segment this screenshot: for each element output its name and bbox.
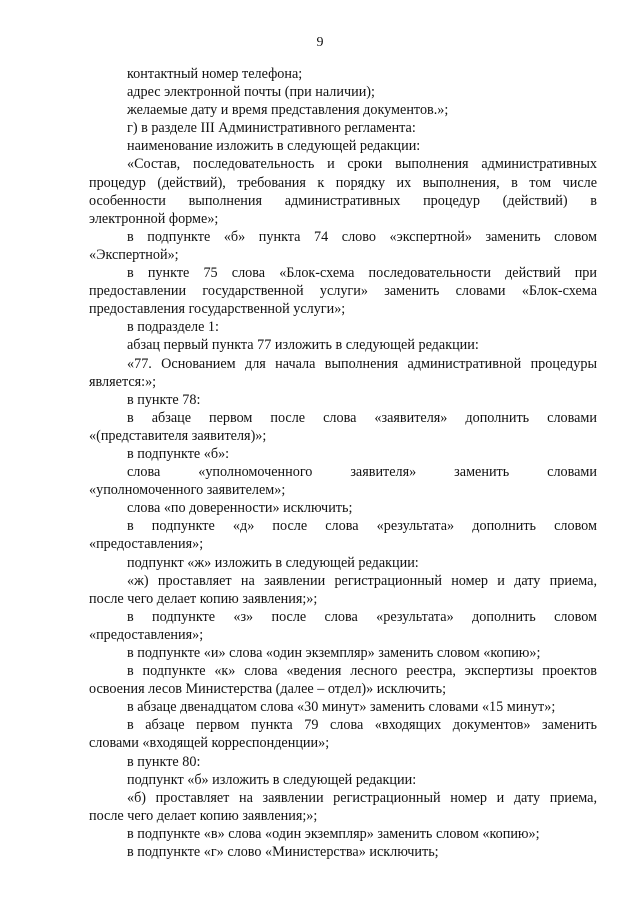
text-line: «ж) проставляет на заявлении регистрационный номер и дату приема, <box>127 572 597 589</box>
text-line: процедур (действий), требования к порядку их выполнения, в том числе <box>89 174 597 191</box>
text-line: в подпункте «и» слова «один экземпляр» заменить словом «копию»; <box>127 645 541 661</box>
document-body <box>89 65 597 861</box>
text-line: «Экспертной»; <box>89 246 179 263</box>
text-line: в пункте 78: <box>127 391 201 408</box>
text-line: является:»; <box>89 373 157 390</box>
text-line: «Состав, последовательность и сроки выполнения административных <box>127 156 597 173</box>
text-line: адрес электронной почты (при наличии); <box>127 84 375 101</box>
text-line: г) в разделе III Административного регламента: <box>127 120 416 137</box>
text-line: подпункт «б» изложить в следующей редакции: <box>127 771 417 788</box>
text-line: подпункт «ж» изложить в следующей редакции: <box>127 554 419 571</box>
text-line: в подпункте «г» слово «Министерства» исключить; <box>127 844 439 861</box>
text-line: в подпункте «з» после слова «результата» дополнить словом <box>127 608 597 625</box>
text-line: желаемые дату и время представления документов.»; <box>127 102 449 119</box>
text-line: особенности выполнения административных процедур (действий) в <box>89 192 597 209</box>
text-line: в подпункте «к» слова «ведения лесного реестра, экспертизы проектов <box>127 663 597 680</box>
text-line: электронной форме»; <box>89 210 219 227</box>
text-line: «уполномоченного заявителем»; <box>89 482 286 499</box>
text-line: в абзаце первом после слова «заявителя» дополнить словами <box>127 409 597 426</box>
text-line: предоставления государственной услуги»; <box>89 301 346 318</box>
text-line: освоения лесов Министерства (далее – отдел)» исключить; <box>89 681 447 698</box>
text-line: словами «входящей корреспонденции»; <box>89 735 330 752</box>
text-line: наименование изложить в следующей редакции: <box>127 138 421 155</box>
text-line: в подпункте «д» после слова «результата» дополнить словом <box>127 518 597 535</box>
text-line: в подпункте «б» пункта 74 слово «экспертной» заменить словом <box>127 228 597 245</box>
text-line: в подпункте «б»: <box>127 445 230 462</box>
text-line: в абзаце двенадцатом слова «30 минут» заменить словами «15 минут»; <box>127 699 556 716</box>
text-line: после чего делает копию заявления;»; <box>89 807 318 824</box>
text-line: «предоставления»; <box>89 626 204 643</box>
page-number: 9 <box>316 35 324 50</box>
text-line: в пункте 80: <box>127 753 201 770</box>
text-line: в подразделе 1: <box>127 319 219 336</box>
text-line: в абзаце первом пункта 79 слова «входящих документов» заменить <box>127 717 597 734</box>
text-line: слова «по доверенности» исключить; <box>127 500 353 517</box>
text-line: «б) проставляет на заявлении регистрационный номер и дату приема, <box>127 789 597 806</box>
text-line: «предоставления»; <box>89 536 204 553</box>
text-line: в подпункте «в» слова «один экземпляр» заменить словом «копию»; <box>127 825 540 842</box>
text-line: абзац первый пункта 77 изложить в следующей редакции: <box>127 337 479 354</box>
text-line: «77. Основанием для начала выполнения административной процедуры <box>127 355 597 372</box>
text-line: в пункте 75 слова «Блок-схема последовательности действий при <box>127 265 597 282</box>
text-line: контактный номер телефона; <box>127 66 303 82</box>
text-line: после чего делает копию заявления;»; <box>89 590 318 607</box>
text-line: слова «уполномоченного заявителя» заменить словами <box>127 464 597 481</box>
text-line: «(представителя заявителя)»; <box>89 427 267 444</box>
text-line: предоставлении государственной услуги» заменить словами «Блок-схема <box>89 283 597 300</box>
